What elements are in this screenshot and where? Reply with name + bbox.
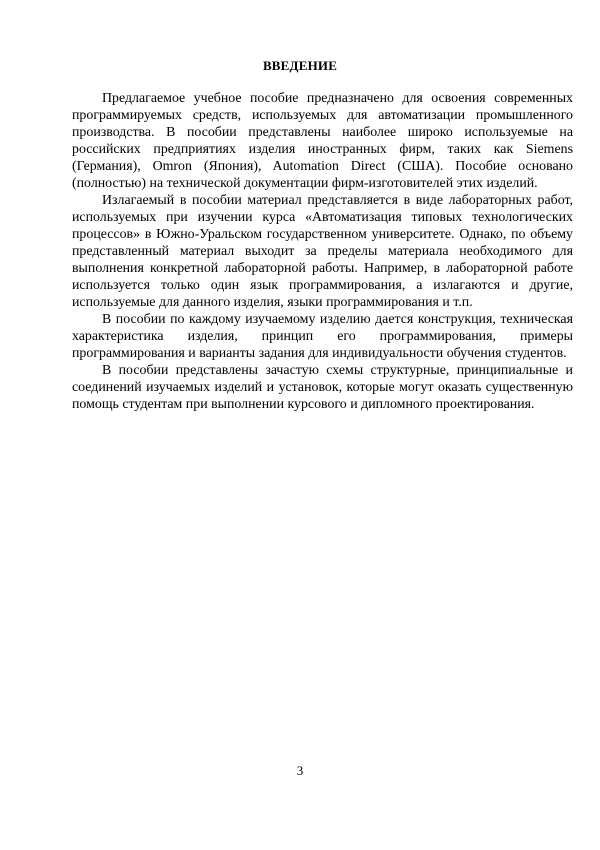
paragraph-content: В пособии по каждому изучаемому изделию дается конструкция, техническая характеристика изделия, принцип его программирования, примеры программирования и варианты задания для индивидуальности обучения студентов. <box>72 312 573 361</box>
paragraph-schemes: В пособии представлены зачастую схемы структурные, принципиальные и соединений изучаемых изделий и установок, которые могут оказать существенную помощь студентам при выполнении курсового и дипломного проектирования. <box>72 363 573 412</box>
body-text <box>72 90 573 413</box>
paragraph-intro: Предлагаемое учебное пособие предназначено для освоения современных программируемых средств, используемых для автоматизации промышленного производства. В пособии представлены наиболее широко используемые на российских предприятиях изделия иностранных фирм, таких как Siemens (Германия), Omron (Япония), Automation Direct (США). Пособие основано (полностью) на технической документации фирм-изготовителей этих изделий. <box>72 91 573 191</box>
page-number: 3 <box>296 763 304 778</box>
paragraph-material: Излагаемый в пособии материал представляется в виде лабораторных работ, используемых при изучении курса «Автоматизация типовых технологических процессов» в Южно-Уральском государственном университете. Однако, по объему представленный материал выходит за пределы материала необходимого для выполнения конкретной лабораторной работы. Например, в лабораторной работе используется только один язык программирования, а излагаются и другие, используемые для данного изделия, языки программирования и т.п. <box>72 193 573 310</box>
page-title: ВВЕДЕНИЕ <box>262 58 338 73</box>
